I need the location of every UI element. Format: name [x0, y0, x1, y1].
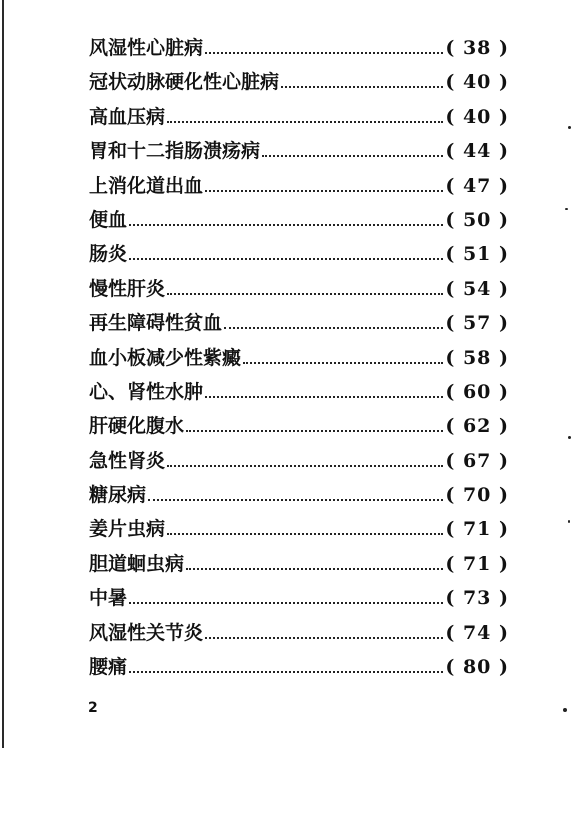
toc-dot-leader	[129, 671, 443, 673]
toc-entry-page: ( 58 )	[445, 346, 509, 369]
toc-entry-title: 高血压病	[89, 105, 166, 128]
toc-entry-title: 胃和十二指肠溃疡病	[89, 140, 261, 163]
toc-entry	[89, 308, 509, 342]
toc-entry-title: 肠炎	[89, 243, 128, 266]
table-of-contents	[89, 33, 509, 686]
toc-dot-leader	[205, 396, 443, 398]
toc-entry	[89, 480, 509, 514]
toc-entry-title: 再生障碍性贫血	[89, 312, 223, 335]
toc-entry-page: ( 38 )	[445, 37, 509, 59]
toc-dot-leader	[129, 602, 443, 604]
toc-dot-leader	[167, 465, 443, 467]
toc-entry	[89, 136, 509, 170]
toc-entry-title: 上消化道出血	[89, 174, 204, 197]
toc-entry	[89, 411, 509, 445]
toc-entry-page: ( 54 )	[445, 277, 509, 300]
toc-entry	[89, 514, 509, 548]
toc-entry	[89, 205, 509, 239]
toc-entry	[89, 102, 509, 136]
toc-entry-page: ( 67 )	[445, 449, 509, 472]
toc-entry-page: ( 40 )	[445, 105, 509, 128]
toc-dot-leader	[186, 568, 443, 570]
toc-entry-title: 心、肾性水肿	[89, 380, 204, 403]
toc-entry	[89, 274, 509, 308]
toc-dot-leader	[205, 637, 443, 639]
scan-speck	[563, 708, 567, 712]
toc-dot-leader	[167, 293, 443, 295]
toc-entry-page: ( 57 )	[445, 312, 509, 335]
toc-entry-page: ( 71 )	[445, 518, 509, 541]
toc-entry-title: 血小板减少性紫癜	[89, 346, 242, 369]
toc-dot-leader	[129, 224, 443, 226]
toc-entry-title: 糖尿病	[89, 484, 147, 507]
toc-entry	[89, 377, 509, 411]
toc-entry-page: ( 62 )	[445, 415, 509, 438]
toc-entry-page: ( 74 )	[445, 621, 509, 644]
toc-entry-page: ( 71 )	[445, 552, 509, 575]
toc-entry-page: ( 40 )	[445, 71, 509, 94]
toc-entry-title: 肝硬化腹水	[89, 415, 185, 438]
toc-entry	[89, 652, 509, 686]
toc-dot-leader	[167, 121, 443, 123]
toc-entry-page: ( 73 )	[445, 587, 509, 610]
toc-entry-title: 冠状动脉硬化性心脏病	[89, 71, 280, 94]
toc-entry-page: ( 70 )	[445, 484, 509, 507]
toc-entry-page: ( 80 )	[445, 656, 509, 679]
toc-dot-leader	[186, 430, 443, 432]
toc-dot-leader	[262, 155, 443, 157]
page-edge-rule	[2, 0, 4, 748]
scan-speck	[568, 520, 570, 523]
toc-entry-title: 中暑	[89, 587, 128, 610]
toc-entry-title: 急性肾炎	[89, 449, 166, 472]
scan-speck	[565, 208, 568, 210]
toc-entry-title: 风湿性关节炎	[89, 621, 204, 644]
toc-entry-page: ( 51 )	[445, 243, 509, 266]
toc-entry-page: ( 44 )	[445, 140, 509, 163]
toc-entry-page: ( 60 )	[445, 380, 509, 403]
toc-dot-leader	[129, 258, 443, 260]
toc-entry-title: 便血	[89, 208, 128, 231]
toc-entry-title: 慢性肝炎	[89, 277, 166, 300]
toc-entry	[89, 33, 509, 67]
toc-dot-leader	[205, 190, 443, 192]
toc-dot-leader	[167, 533, 443, 535]
toc-entry	[89, 171, 509, 205]
toc-entry-title: 姜片虫病	[89, 518, 166, 541]
scan-speck	[568, 126, 571, 129]
toc-dot-leader	[281, 86, 443, 88]
toc-entry-page: ( 47 )	[445, 174, 509, 197]
toc-entry	[89, 583, 509, 617]
toc-dot-leader	[148, 499, 443, 501]
toc-entry	[89, 618, 509, 652]
toc-entry-title: 腰痛	[89, 656, 128, 679]
page-number: 2	[88, 700, 98, 716]
toc-entry	[89, 67, 509, 101]
toc-entry	[89, 446, 509, 480]
toc-entry	[89, 549, 509, 583]
toc-dot-leader	[205, 52, 443, 54]
toc-entry	[89, 343, 509, 377]
toc-entry-page: ( 50 )	[445, 208, 509, 231]
scan-speck	[568, 436, 571, 439]
toc-dot-leader	[224, 327, 443, 329]
toc-dot-leader	[243, 362, 443, 364]
toc-entry-title: 风湿性心脏病	[89, 37, 204, 59]
toc-entry	[89, 239, 509, 273]
toc-entry-title: 胆道蛔虫病	[89, 552, 185, 575]
